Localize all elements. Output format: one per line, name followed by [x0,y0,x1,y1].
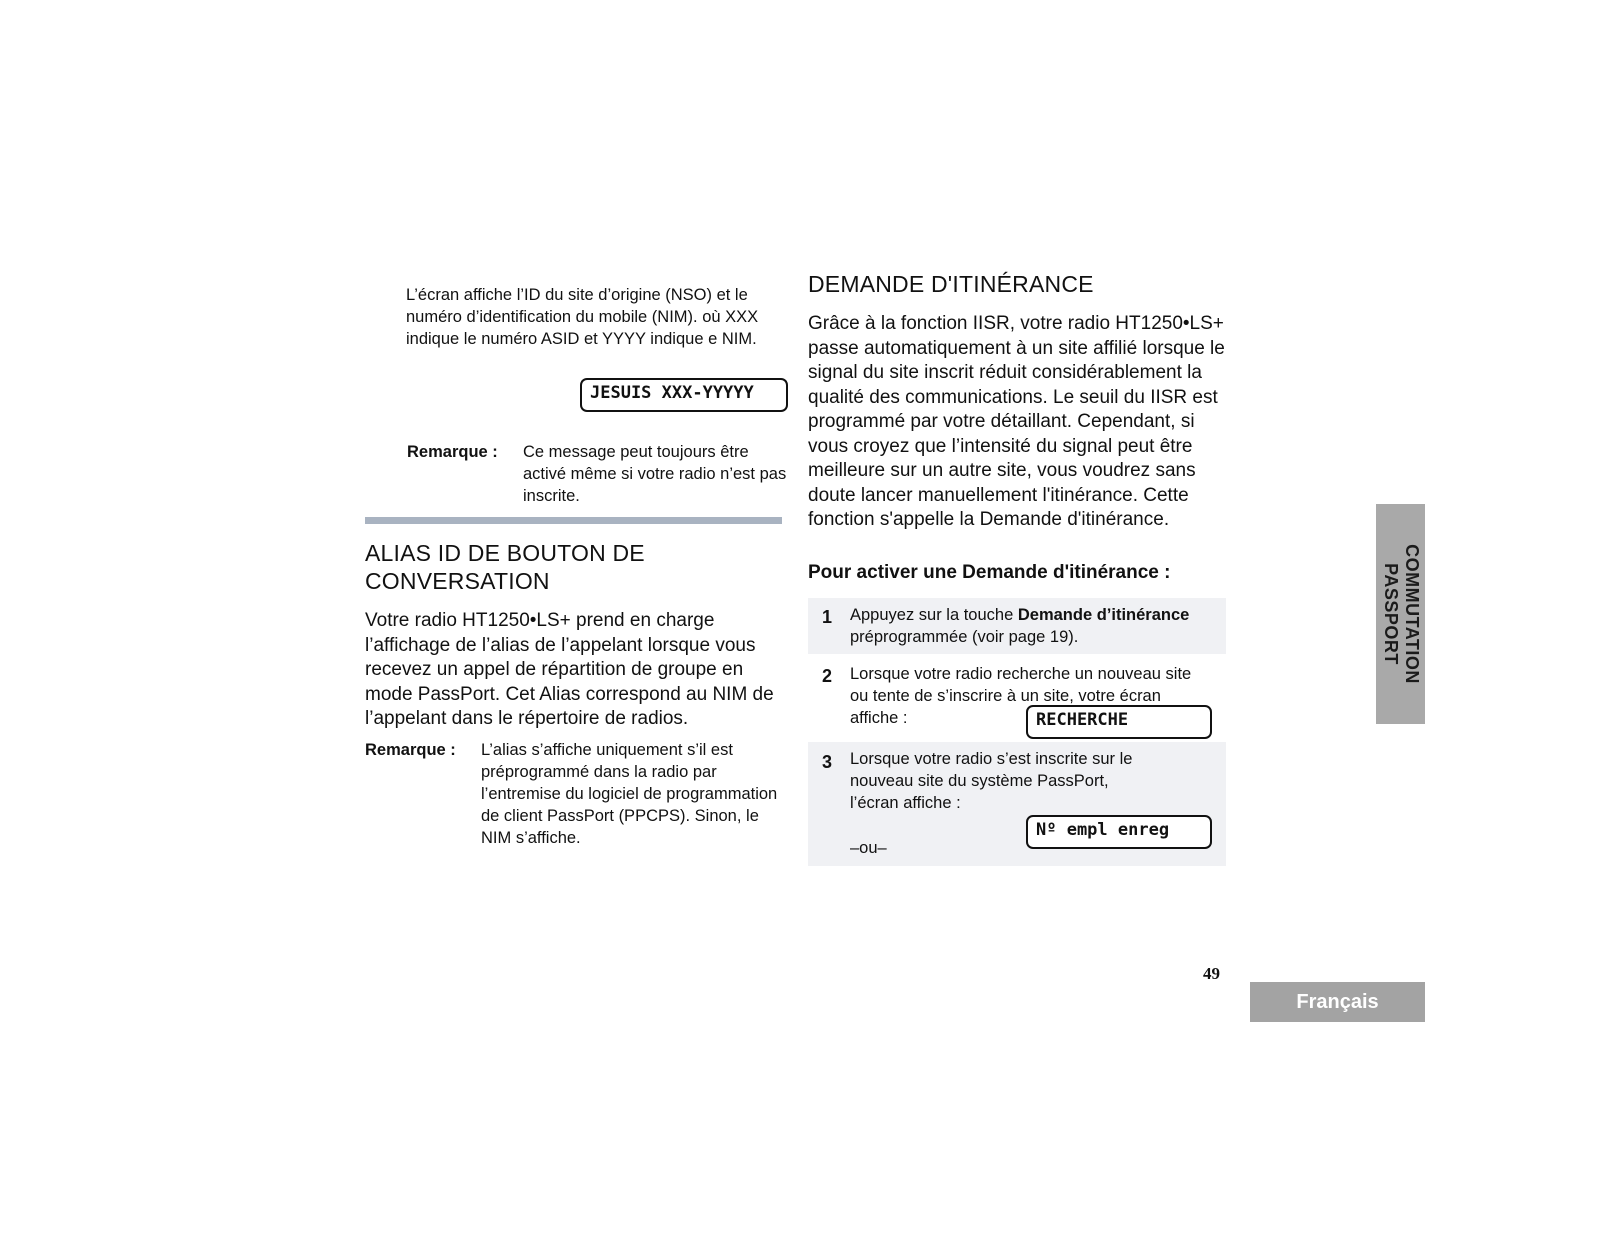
section-divider [365,517,782,524]
chapter-side-tab [1376,504,1425,724]
page-number: 49 [1203,964,1220,983]
language-tab: Français [1250,982,1425,1022]
step-text: Lorsque votre radio s’est inscrite sur le nouveau site du système PassPort, l’écran affiche : [850,750,1133,812]
side-tab-line: PASSPORT [1380,563,1401,665]
itinerance-body-paragraph: Grâce à la fonction IISR, votre radio HT1250•LS+ passe automatiquement à un site affilié lorsque le signal du site inscrit réduit considérablement la qualité des communications. Le seuil du IISR est programmé par votre détaillant. Cependant, si vous croyez que l’intensité du signal peut être meilleure sur un autre site, vous voudrez sans doute lancer manuellement l'itinérance. Cette fonction s'appelle la Demande d'itinérance. [808,313,1225,530]
chapter-side-tab-label [1380,544,1422,684]
step-text-part: Appuyez sur la touche [850,606,1018,624]
lcd-display-empl-enreg: Nº empl enreg [1026,815,1212,849]
section-heading-alias [365,539,785,595]
heading-line: ALIAS ID DE BOUTON DE [365,540,645,566]
note-text: L’alias s’affiche uniquement s’il est préprogrammé dans la radio par l’entremise du logiciel de programmation de client PassPort (PPCPS). Sinon, le NIM s’affiche. [481,741,778,847]
section-heading-itinerance: DEMANDE D'ITINÉRANCE [808,271,1094,297]
lcd-display-jesuis: JESUIS XXX-YYYYY [580,378,788,412]
step-text-part: préprogrammée (voir page 19). [850,628,1079,646]
step-number: 1 [822,607,833,627]
procedure-step [808,598,1226,654]
lcd-display-recherche: RECHERCHE [1026,705,1212,739]
procedure-title: Pour activer une Demande d'itinérance : [808,562,1171,583]
step-number: 2 [822,666,833,686]
step-number: 3 [822,752,833,772]
step-text: Lorsque votre radio recherche un nouveau site ou tente de s’inscrire à un site, votre écran affiche : [850,665,1192,727]
heading-line: CONVERSATION [365,568,550,594]
side-tab-line: COMMUTATION [1401,544,1422,684]
step-text [850,604,1220,648]
step-or-text: –ou– [850,839,887,857]
note-text: Ce message peut toujours être activé même si votre radio n’est pas inscrite. [523,443,787,505]
intro-paragraph: L’écran affiche l’ID du site d’origine (NSO) et le numéro d’identification du mobile (NIM). où XXX indique le numéro ASID et YYYY indique e NIM. [406,286,759,348]
step-text-bold: Demande d’itinérance [1017,606,1190,624]
note-label: Remarque : [407,443,498,461]
note-label: Remarque : [365,741,456,759]
alias-body-paragraph: Votre radio HT1250•LS+ prend en charge l’affichage de l’alias de l’appelant lorsque vous recevez un appel de répartition de groupe en mode PassPort. Cet Alias correspond au NIM de l’appelant dans le répertoire de radios. [365,610,774,729]
